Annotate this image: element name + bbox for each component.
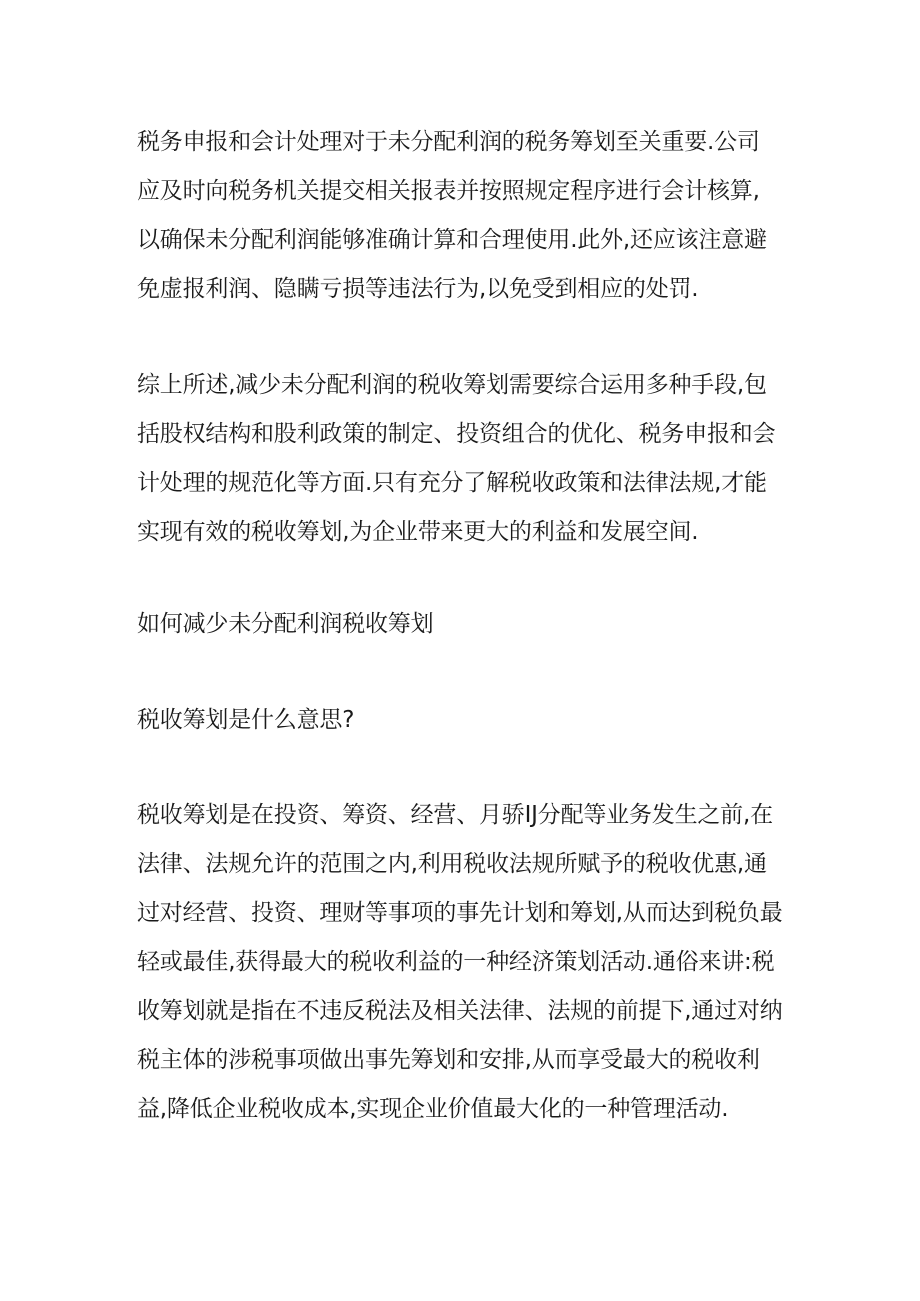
text-line: 税收筹划是在投资、筹资、经营、月骄IJ分配等业务发生之前,在	[137, 802, 773, 828]
text-line: 计处理的规范化等方面.只有充分了解税收政策和法律法规,才能	[137, 470, 767, 496]
question-heading: 税收筹划是什么意思?	[137, 707, 355, 733]
text-line: 益,降低企业税收成本,实现企业价值最大化的一种管理活动.	[137, 1096, 729, 1122]
text-line: 实现有效的税收筹划,为企业带来更大的利益和发展空间.	[137, 519, 699, 545]
text-line: 免虚报利润、隐瞒亏损等违法行为,以免受到相应的处罚.	[137, 276, 699, 302]
text-line: 法律、法规允许的范围之内,利用税收法规所赋予的税收优惠,通	[137, 851, 767, 877]
text-line: 过对经营、投资、理财等事项的事先计划和筹划,从而达到税负最	[137, 900, 783, 926]
text-line: 税务申报和会计处理对于未分配利润的税务筹划至关重要.公司	[137, 129, 760, 155]
text-line: 税主体的涉税事项做出事先筹划和安排,从而享受最大的税收利	[137, 1047, 760, 1073]
section-heading: 如何减少未分配利润税收筹划	[137, 611, 434, 637]
text-line: 应及时向税务机关提交相关报表并按照规定程序进行会计核算,	[137, 178, 760, 204]
text-line: 轻或最佳,获得最大的税收利益的一种经济策划活动.通俗来讲:税	[137, 949, 775, 975]
text-line: 括股权结构和股利政策的制定、投资组合的优化、税务申报和会	[137, 421, 776, 447]
text-line: 收筹划就是指在不违反税法及相关法律、法规的前提下,通过对纳	[137, 998, 783, 1024]
text-line: 综上所述,减少未分配利润的税收筹划需要综合运用多种手段,包	[137, 372, 767, 398]
text-line: 以确保未分配利润能够准确计算和合理使用.此外,还应该注意避	[137, 227, 767, 253]
